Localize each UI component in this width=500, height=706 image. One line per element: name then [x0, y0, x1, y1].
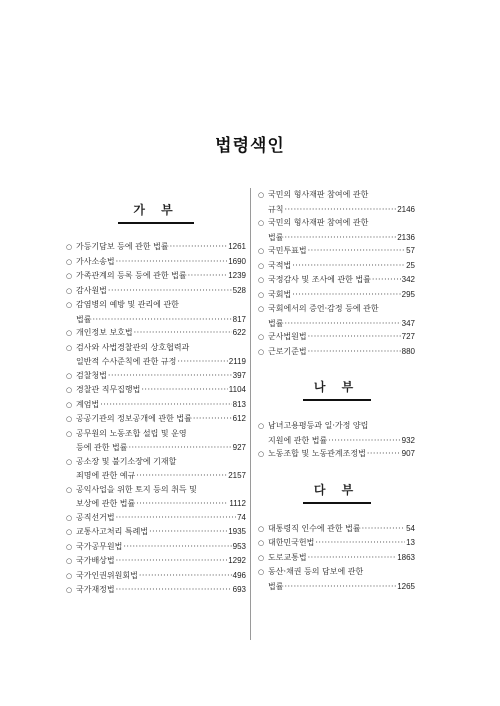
circle-bullet-icon: ○	[66, 400, 73, 409]
entry-title: 국적법	[268, 260, 292, 270]
index-entry	[258, 188, 415, 216]
entry-line	[258, 273, 415, 288]
entry-line	[66, 511, 246, 526]
entry-line	[66, 255, 246, 270]
entry-line	[66, 455, 246, 470]
index-entry	[66, 554, 246, 569]
entry-title: 가사소송법	[76, 256, 115, 266]
entry-line	[66, 240, 246, 255]
entry-line	[66, 427, 246, 442]
entry-line	[66, 497, 246, 511]
dot-leader	[308, 244, 405, 258]
page-number: 927	[232, 443, 246, 452]
entry-line	[66, 355, 246, 369]
entry-list-na	[258, 419, 415, 462]
entry-line	[66, 383, 246, 398]
entry-title: 감염병의 예방 및 관리에 관한	[76, 300, 179, 309]
circle-bullet-icon: ○	[258, 219, 265, 227]
right-column	[258, 188, 415, 593]
dot-leader	[141, 383, 227, 397]
dot-leader	[92, 313, 231, 327]
dot-leader	[292, 259, 405, 273]
circle-bullet-icon: ○	[258, 422, 265, 430]
page-number: 2157	[228, 471, 246, 480]
circle-bullet-icon: ○	[258, 261, 265, 270]
entry-line	[258, 302, 415, 317]
index-entry	[258, 551, 415, 566]
circle-bullet-icon: ○	[258, 290, 265, 299]
page-number: 2119	[228, 357, 246, 366]
page-number: 1239	[228, 271, 246, 280]
entry-title: 노동조합 및 노동관계조정법	[268, 449, 366, 458]
dot-leader	[308, 345, 401, 359]
page-number: 1863	[397, 552, 415, 562]
entry-title: 국민의 형사재판 참여에 관한	[268, 190, 369, 199]
entry-title: 개인정보 보호법	[76, 328, 133, 337]
circle-bullet-icon: ○	[66, 243, 73, 251]
index-entry	[258, 447, 415, 462]
entry-line	[258, 288, 415, 303]
section-header-da	[258, 478, 415, 504]
page-number: 13	[406, 538, 415, 547]
entry-list-da	[258, 522, 415, 594]
entry-title: 공직선거법	[76, 512, 115, 522]
entry-title: 국회법	[268, 289, 292, 299]
dot-leader	[284, 580, 396, 594]
circle-bullet-icon: ○	[258, 450, 265, 458]
entry-line	[258, 216, 415, 231]
entry-list-ga	[66, 240, 246, 598]
entry-line	[66, 341, 246, 356]
entry-title: 공공기관의 정보공개에 관한 법률	[76, 414, 192, 423]
entry-line	[66, 525, 246, 540]
dot-leader	[139, 569, 232, 583]
entry-line	[258, 522, 415, 537]
circle-bullet-icon: ○	[66, 485, 73, 494]
dot-leader	[116, 511, 236, 525]
entry-title: 국가공무원법	[76, 541, 123, 551]
index-entry	[66, 298, 246, 326]
dot-leader	[315, 536, 405, 550]
page-number: 528	[232, 285, 246, 295]
entry-line	[258, 419, 415, 434]
page-number: 54	[406, 523, 415, 533]
entry-title: 등에 관한 법률	[76, 443, 128, 452]
entry-title: 동산·채권 등의 담보에 관한	[268, 567, 364, 576]
entry-title: 감사원법	[76, 285, 107, 295]
section-header-na	[258, 375, 415, 401]
entry-title: 대한민국헌법	[268, 538, 315, 547]
entry-line	[258, 551, 415, 566]
entry-line	[258, 447, 415, 462]
entry-title: 국가재정법	[76, 585, 115, 594]
index-entry	[66, 455, 246, 483]
circle-bullet-icon: ○	[66, 343, 73, 352]
dot-leader	[116, 583, 232, 597]
circle-bullet-icon: ○	[258, 247, 265, 255]
entry-line	[258, 317, 415, 331]
entry-title: 국가배상법	[76, 556, 115, 565]
entry-title: 공무원의 노동조합 설립 및 운영	[76, 428, 187, 438]
page-number: 25	[406, 260, 415, 270]
index-entry	[258, 419, 415, 447]
index-entry	[66, 525, 246, 540]
page-number: 2146	[397, 204, 415, 214]
section-underline	[118, 222, 194, 224]
dot-leader	[123, 540, 231, 554]
circle-bullet-icon: ○	[258, 276, 265, 284]
entry-line	[258, 244, 415, 259]
circle-bullet-icon: ○	[66, 386, 73, 394]
entry-title: 도로교통법	[268, 552, 307, 562]
page-number: 1112	[229, 499, 246, 508]
page-number: 295	[401, 289, 415, 299]
circle-bullet-icon: ○	[66, 301, 73, 309]
entry-title: 일반적 수사준칙에 관한 규정	[76, 357, 177, 366]
dot-leader	[149, 525, 227, 539]
dot-leader	[108, 369, 232, 383]
circle-bullet-icon: ○	[66, 257, 73, 266]
circle-bullet-icon: ○	[66, 429, 73, 438]
dot-leader	[193, 412, 232, 426]
index-entry	[258, 302, 415, 330]
entry-line	[66, 483, 246, 498]
dot-leader	[188, 269, 228, 283]
circle-bullet-icon: ○	[258, 539, 265, 547]
index-entry	[258, 273, 415, 288]
page-number: 622	[232, 328, 246, 337]
page-number: 74	[237, 512, 246, 522]
circle-bullet-icon: ○	[258, 191, 265, 199]
index-entry	[66, 569, 246, 584]
dot-leader	[328, 434, 400, 448]
entry-line	[66, 284, 246, 299]
page-number: 1104	[228, 385, 246, 394]
circle-bullet-icon: ○	[66, 329, 73, 337]
entry-title: 가족관계의 등록 등에 관한 법률	[76, 271, 187, 280]
entry-title: 국정감사 및 조사에 관한 법률	[268, 275, 371, 284]
section-label: 다 부	[313, 482, 360, 497]
index-entry	[66, 369, 246, 384]
entry-title: 법률	[268, 318, 284, 328]
index-entry	[66, 255, 246, 270]
index-entry	[66, 284, 246, 299]
dot-leader	[116, 255, 228, 269]
index-entry	[258, 244, 415, 259]
entry-line	[66, 441, 246, 455]
entry-title: 근로기준법	[268, 346, 307, 356]
page-number: 693	[232, 585, 246, 594]
page-number: 1261	[228, 242, 246, 251]
entry-title: 죄명에 관한 예규	[76, 471, 136, 480]
entry-line	[258, 231, 415, 245]
page-number: 907	[401, 449, 415, 458]
dot-leader	[308, 551, 397, 565]
circle-bullet-icon: ○	[66, 371, 73, 380]
circle-bullet-icon: ○	[66, 542, 73, 551]
page-number: 397	[232, 370, 246, 380]
index-entry	[66, 269, 246, 284]
page-number: 727	[401, 332, 415, 341]
section-header-ga	[66, 198, 246, 224]
entry-line	[66, 269, 246, 284]
entry-title: 보상에 관한 법률	[76, 499, 136, 508]
dot-leader	[367, 447, 401, 461]
dot-leader	[136, 469, 227, 483]
entry-title: 국민투표법	[268, 246, 307, 255]
page-number: 817	[232, 314, 246, 324]
column-divider	[250, 188, 251, 640]
entry-line	[66, 313, 246, 327]
index-entry	[66, 540, 246, 555]
dot-leader	[128, 441, 231, 455]
dot-leader	[116, 554, 228, 568]
dot-leader	[362, 522, 405, 536]
index-entry	[66, 427, 246, 455]
page-number: 953	[232, 541, 246, 551]
page-number: 347	[401, 318, 415, 328]
index-entry	[258, 330, 415, 345]
circle-bullet-icon: ○	[258, 347, 265, 356]
index-entry	[258, 216, 415, 244]
entry-title: 법률	[76, 314, 92, 324]
page-number: 1935	[228, 527, 246, 536]
circle-bullet-icon: ○	[258, 305, 265, 313]
circle-bullet-icon: ○	[66, 513, 73, 522]
circle-bullet-icon: ○	[66, 272, 73, 280]
entry-title: 검찰청법	[76, 370, 107, 380]
index-entry	[258, 536, 415, 551]
entry-title: 공익사업을 위한 토지 등의 취득 및	[76, 484, 197, 494]
entry-line	[66, 469, 246, 483]
dot-leader	[372, 273, 401, 287]
entry-line	[66, 326, 246, 341]
entry-title: 국민의 형사재판 참여에 관한	[268, 218, 369, 227]
index-entry	[66, 326, 246, 341]
section-label: 나 부	[313, 380, 360, 394]
entry-title: 법률	[268, 581, 284, 591]
page-number: 612	[232, 414, 246, 423]
index-entry	[258, 259, 415, 274]
index-entry	[66, 583, 246, 598]
entry-title: 공소장 및 불기소장에 기재할	[76, 456, 177, 466]
index-entry	[66, 412, 246, 427]
section-underline	[303, 399, 371, 401]
index-entry	[66, 483, 246, 511]
entry-title: 지원에 관한 법률	[268, 435, 328, 445]
entry-line	[66, 540, 246, 555]
index-entry	[66, 240, 246, 255]
section-underline	[303, 502, 371, 504]
entry-title: 국회에서의 증언·감정 등에 관한	[268, 304, 379, 313]
entry-line	[258, 188, 415, 203]
entry-line	[66, 369, 246, 384]
entry-line	[66, 298, 246, 313]
page-number: 1265	[397, 581, 415, 591]
entry-line	[258, 580, 415, 594]
index-entry	[66, 383, 246, 398]
entry-title: 군사법원법	[268, 332, 307, 341]
page-number: 57	[406, 246, 415, 255]
entry-title: 계엄법	[76, 399, 100, 409]
entry-line	[258, 259, 415, 274]
circle-bullet-icon: ○	[66, 557, 73, 565]
circle-bullet-icon: ○	[258, 553, 265, 562]
page-number: 496	[232, 570, 246, 580]
page-number: 813	[232, 399, 246, 409]
index-entry	[258, 565, 415, 593]
circle-bullet-icon: ○	[66, 571, 73, 580]
entry-list-ga-cont	[258, 188, 415, 359]
dot-leader	[284, 203, 396, 217]
entry-line	[258, 203, 415, 217]
entry-line	[258, 434, 415, 448]
circle-bullet-icon: ○	[66, 528, 73, 536]
dot-leader	[284, 231, 396, 245]
entry-line	[258, 536, 415, 551]
circle-bullet-icon: ○	[66, 286, 73, 295]
left-column	[66, 188, 246, 598]
index-entry	[258, 522, 415, 537]
entry-title: 검사와 사법경찰관의 상호협력과	[76, 342, 190, 352]
entry-title: 남녀고용평등과 일·가정 양립	[268, 421, 369, 430]
index-entry	[258, 345, 415, 360]
circle-bullet-icon: ○	[66, 415, 73, 423]
page-number: 932	[401, 435, 415, 445]
entry-title: 국가인권위원회법	[76, 570, 138, 580]
index-entry	[258, 288, 415, 303]
entry-line	[66, 554, 246, 569]
entry-line	[66, 398, 246, 413]
circle-bullet-icon: ○	[258, 333, 265, 341]
dot-leader	[308, 330, 401, 344]
entry-title: 법률	[268, 232, 284, 242]
index-entry	[66, 341, 246, 369]
page-number: 1292	[228, 556, 246, 565]
entry-line	[66, 583, 246, 598]
entry-title: 경찰관 직무집행법	[76, 385, 141, 394]
dot-leader	[100, 398, 231, 412]
index-entry	[66, 398, 246, 413]
entry-line	[258, 565, 415, 580]
dot-leader	[177, 355, 227, 369]
page-number: 1690	[228, 256, 246, 266]
dot-leader	[134, 326, 232, 340]
entry-line	[258, 330, 415, 345]
circle-bullet-icon: ○	[258, 568, 265, 576]
dot-leader	[136, 497, 228, 511]
circle-bullet-icon: ○	[258, 524, 265, 533]
page-title: 법령색인	[215, 136, 285, 156]
circle-bullet-icon: ○	[66, 586, 73, 594]
page-number: 880	[401, 346, 415, 356]
entry-line	[258, 345, 415, 360]
circle-bullet-icon: ○	[66, 457, 73, 466]
section-label: 가 부	[133, 203, 179, 217]
entry-title: 대통령직 인수에 관한 법률	[268, 523, 361, 533]
page-number: 2136	[397, 232, 415, 242]
dot-leader	[292, 288, 400, 302]
dot-leader	[170, 240, 228, 254]
entry-title: 교통사고처리 특례법	[76, 527, 149, 536]
entry-title: 규칙	[268, 204, 284, 214]
entry-line	[66, 569, 246, 584]
index-entry	[66, 511, 246, 526]
dot-leader	[284, 317, 400, 331]
entry-title: 가등기담보 등에 관한 법률	[76, 242, 169, 251]
dot-leader	[108, 284, 232, 298]
entry-line	[66, 412, 246, 427]
page-number: 342	[401, 275, 415, 284]
